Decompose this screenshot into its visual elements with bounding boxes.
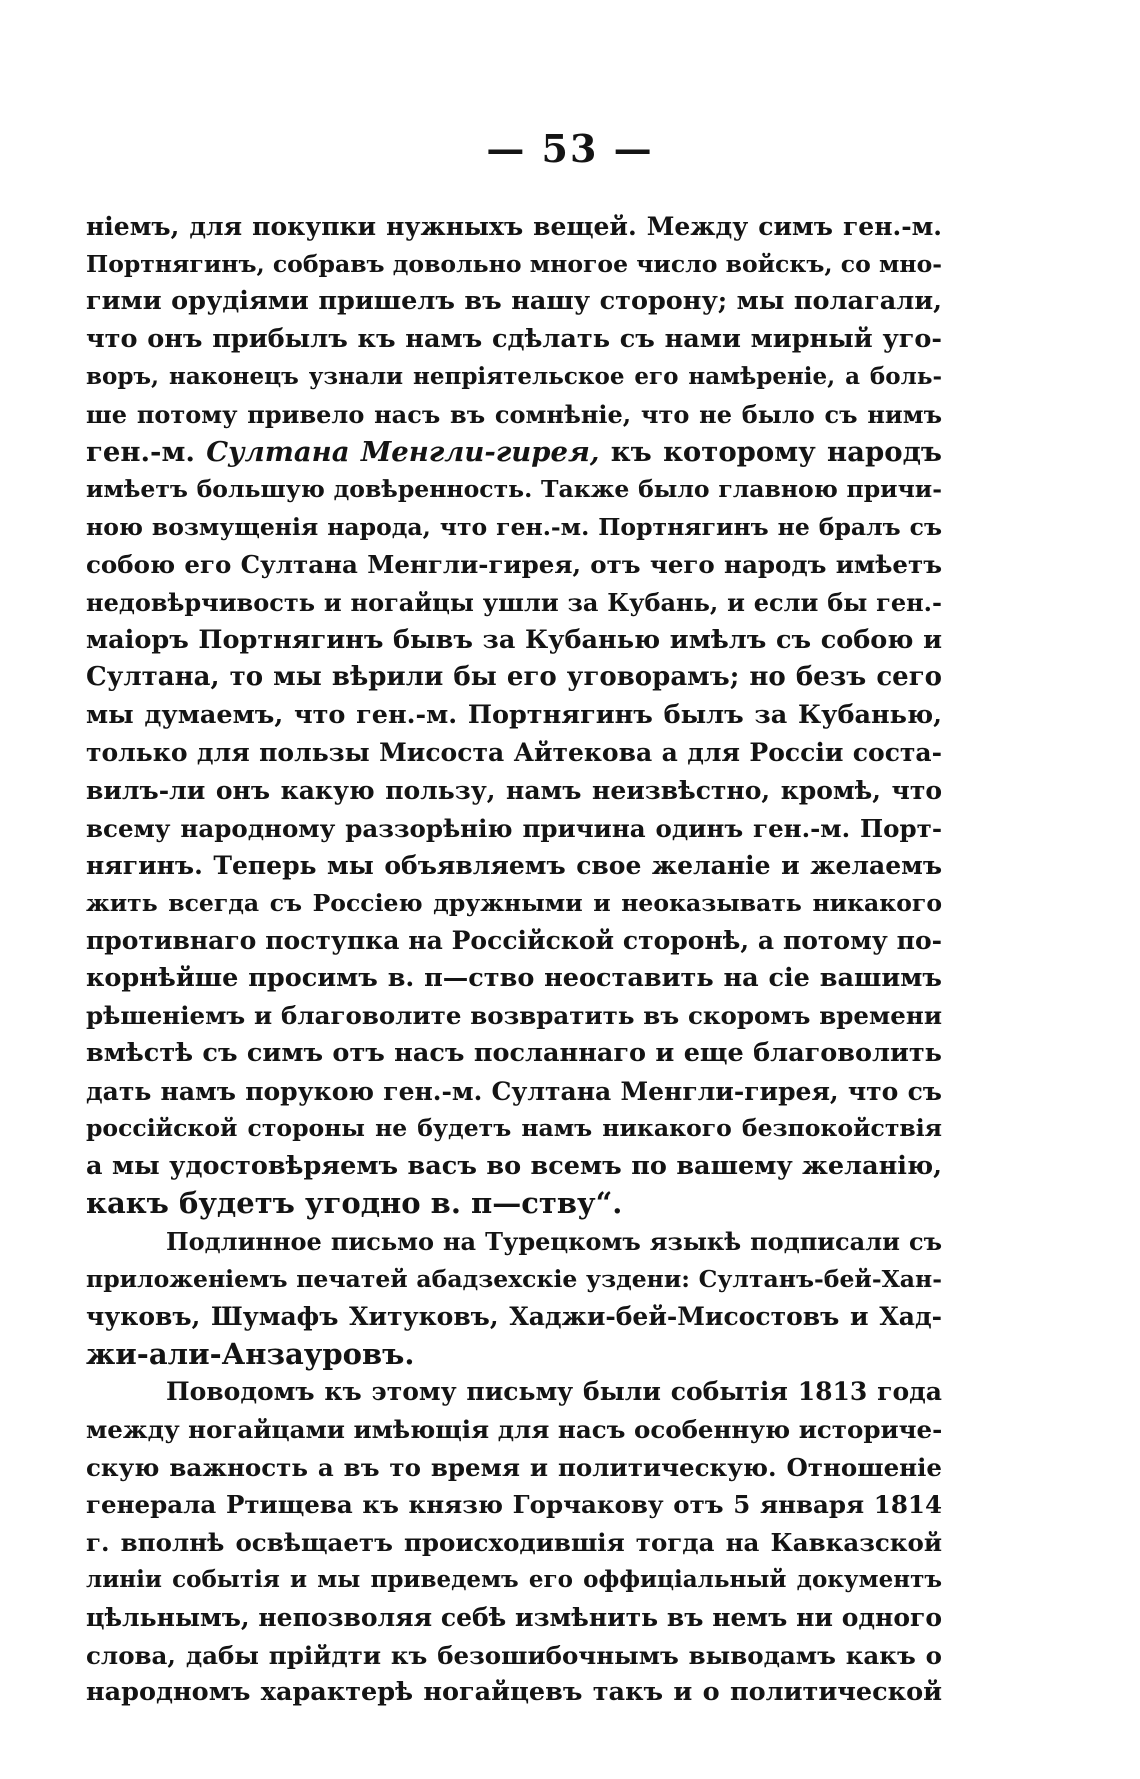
text-line: недовѣрчивость и ногайцы ушли за Кубань, и если бы ген.-	[86, 587, 942, 617]
text-line: гими орудіями пришелъ въ нашу сторону; мы полагали,	[86, 286, 942, 317]
text-line: ше потому привело насъ въ сомнѣніе, что не было съ нимъ	[86, 399, 942, 429]
text-line: цѣльнымъ, непозволяя себѣ измѣнить въ немъ ни одного	[86, 1602, 942, 1632]
text-line: Поводомъ къ этому письму были событія 1813 года	[166, 1377, 942, 1407]
text-line: между ногайцами имѣющія для насъ особенную историче-	[86, 1415, 943, 1444]
text-line: народномъ характерѣ ногайцевъ такъ и о политической	[86, 1677, 942, 1708]
text-line: скую важность а въ то время и политическую. Отношеніе	[86, 1452, 942, 1482]
italic-name: Султана Менгли-гирея,	[194, 435, 611, 468]
text-line: ген.-м. Султана Менгли-гирея, къ которому народъ	[86, 435, 942, 468]
text-line: мы думаемъ, что ген.-м. Портнягинъ былъ за Кубанью,	[86, 699, 942, 730]
text-line: ніемъ, для покупки нужныхъ вещей. Между симъ ген.-м.	[86, 212, 942, 241]
text-line: а мы удостовѣряемъ васъ во всемъ по вашему желанію,	[86, 1150, 942, 1181]
text-line: нягинъ. Теперь мы объявляемъ свое желаніе и желаемъ	[86, 851, 942, 881]
text-line: линіи событія и мы приведемъ его оффиціальный документъ	[86, 1566, 942, 1594]
text-line: генерала Ртищева къ князю Горчакову отъ 5 января 1814	[86, 1490, 942, 1520]
text-line: приложеніемъ печатей абадзехскіе уздени: Султанъ-бей-Хан-	[86, 1264, 942, 1293]
text-line: вилъ-ли онъ какую пользу, намъ неизвѣстно, кромѣ, что	[86, 775, 942, 805]
text-line: что онъ прибылъ къ намъ сдѣлать съ нами мирный уго-	[86, 323, 942, 354]
text-line: ною возмущенія народа, что ген.-м. Портнягинъ не бралъ съ	[86, 512, 942, 541]
text-line: жить всегда съ Россіею дружными и неоказывать никакого	[86, 888, 942, 917]
text-line: Подлинное письмо на Турецкомъ языкѣ подписали съ	[166, 1227, 942, 1257]
text-line: противнаго поступка на Россійской сторонѣ, а потому по-	[86, 926, 942, 956]
text-line: Портнягинъ, собравъ довольно многое число войскъ, со мно-	[86, 249, 942, 278]
text-line: корнѣйше просимъ в. п—ство неоставить на сіе вашимъ	[86, 962, 942, 993]
text-line: г. вполнѣ освѣщаетъ происходившія тогда на Кавказской	[86, 1527, 942, 1557]
text-line: слова, дабы прійдти къ безошибочнымъ выводамъ какъ о	[86, 1640, 942, 1670]
text-line: дать намъ порукою ген.-м. Султана Менгли-гирея, что съ	[86, 1076, 942, 1106]
text-line: какъ будетъ угодно в. п—ству“.	[86, 1186, 623, 1221]
text-line: маіоръ Портнягинъ бывъ за Кубанью имѣлъ съ собою и	[86, 624, 942, 655]
text-line: вмѣстѣ съ симъ отъ насъ посланнаго и еще благоволить	[86, 1038, 942, 1069]
text-line: собою его Султана Менгли-гирея, отъ чего народъ имѣетъ	[86, 550, 942, 580]
body-text	[86, 208, 942, 1712]
text-line: россійской стороны не будетъ намъ никакого безпокойствія	[86, 1114, 942, 1143]
text-line: воръ, наконецъ узнали непріятельское его намѣреніе, а боль-	[86, 363, 942, 391]
text-line: всему народному раззорѣнію причина одинъ ген.-м. Порт-	[86, 813, 942, 843]
text-line: Султана, то мы вѣрили бы его уговорамъ; но безъ сего	[86, 662, 942, 693]
page-number: — 53 —	[486, 126, 654, 171]
text-line: только для пользы Мисоста Айтекова а для Россіи соста-	[86, 738, 942, 768]
text-line: жи-али-Анзауровъ.	[86, 1336, 415, 1371]
text-line: имѣетъ большую довѣренность. Также было главною причи-	[86, 475, 942, 504]
text-line: чуковъ, Шумафъ Хитуковъ, Хаджи-бей-Мисостовъ и Хад-	[86, 1302, 942, 1332]
text-line: рѣшеніемъ и благоволите возвратить въ скоромъ времени	[86, 1001, 942, 1031]
